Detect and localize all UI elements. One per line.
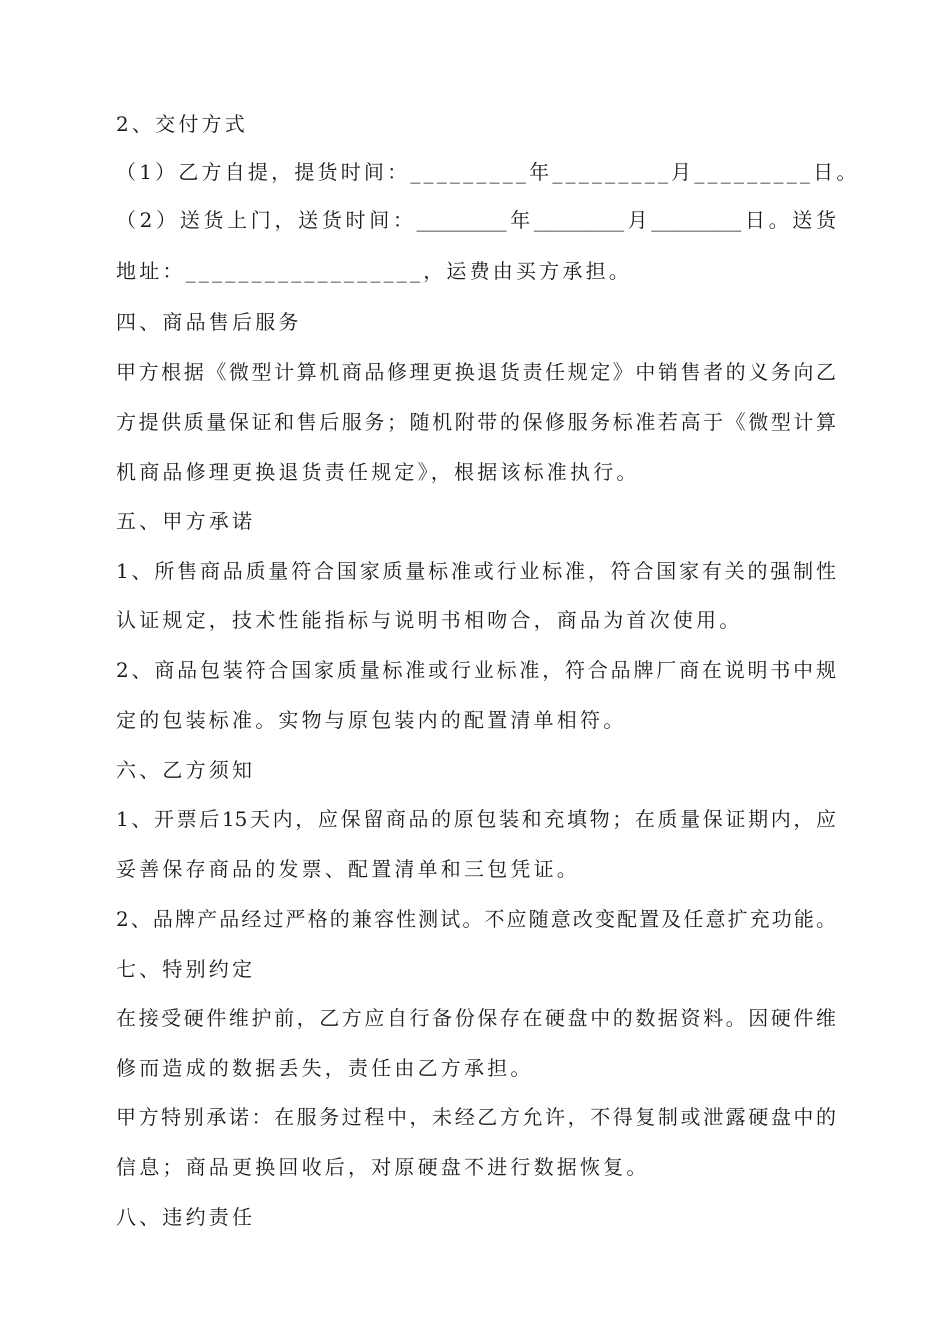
text-line-commitment-2a: 2、商品包装符合国家质量标准或行业标准，符合品牌厂商在说明书中规	[116, 658, 836, 682]
text-line-commitment-1a: 1、所售商品质量符合国家质量标准或行业标准，符合国家有关的强制性	[116, 559, 836, 583]
text-line-notice-2: 2、品牌产品经过严格的兼容性测试。不应随意改变配置及任意扩充功能。	[116, 907, 836, 931]
text-line-special-2b: 信息；商品更换回收后，对原硬盘不进行数据恢复。	[116, 1155, 650, 1179]
text-line-commitment-1b: 认证规定，技术性能指标与说明书相吻合，商品为首次使用。	[116, 608, 743, 632]
section-heading-special-agreement: 七、特别约定	[116, 957, 256, 981]
text-line-special-1a: 在接受硬件维护前，乙方应自行备份保存在硬盘中的数据资料。因硬件维	[116, 1006, 836, 1030]
text-line-after-sales-2: 方提供质量保证和售后服务；随机附带的保修服务标准若高于《微型计算	[116, 410, 836, 434]
section-heading-breach-liability: 八、违约责任	[116, 1205, 256, 1229]
section-heading-after-sales: 四、商品售后服务	[116, 310, 302, 334]
text-line-after-sales-3: 机商品修理更换退货责任规定》，根据该标准执行。	[116, 460, 640, 484]
text-line-self-pickup: （1）乙方自提，提货时间：_________年_________月_________日。	[116, 160, 860, 184]
text-line-delivery-address: 地址：__________________，运费由买方承担。	[116, 259, 632, 283]
text-line-special-2a: 甲方特别承诺：在服务过程中，未经乙方允许，不得复制或泄露硬盘中的	[116, 1105, 836, 1129]
section-heading-delivery-method: 2、交付方式	[116, 112, 248, 136]
text-line-notice-1b: 妥善保存商品的发票、配置清单和三包凭证。	[116, 857, 580, 881]
text-line-home-delivery: （2）送货上门，送货时间：_________年_________月_________日。送货	[116, 208, 836, 232]
text-line-special-1b: 修而造成的数据丢失，责任由乙方承担。	[116, 1056, 534, 1080]
section-heading-party-b-notice: 六、乙方须知	[116, 758, 256, 782]
section-heading-party-a-commitment: 五、甲方承诺	[116, 509, 256, 533]
text-line-notice-1a: 1、开票后15天内，应保留商品的原包装和充填物；在质量保证期内，应	[116, 807, 836, 831]
text-line-after-sales-1: 甲方根据《微型计算机商品修理更换退货责任规定》中销售者的义务向乙	[116, 360, 836, 384]
text-line-commitment-2b: 定的包装标准。实物与原包装内的配置清单相符。	[116, 708, 627, 732]
